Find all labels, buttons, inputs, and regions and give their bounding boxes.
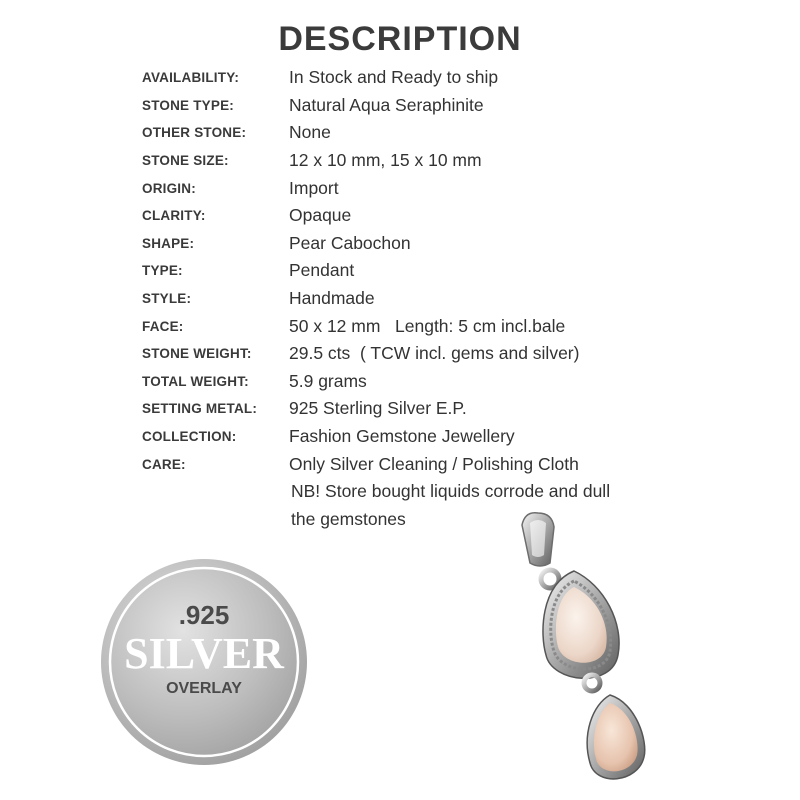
spec-row	[142, 368, 782, 396]
care-note-line: the gemstones	[291, 509, 406, 529]
spec-label: STONE TYPE:	[142, 97, 234, 113]
pendant-image	[500, 505, 690, 795]
spec-value: In Stock and Ready to ship	[289, 67, 499, 88]
spec-label: STONE WEIGHT:	[142, 346, 252, 362]
badge-bottom-text: OVERLAY	[166, 680, 242, 697]
spec-value: 29.5 cts ( TCW incl. gems and silver)	[289, 343, 580, 364]
spec-value: Natural Aqua Seraphinite	[289, 94, 484, 115]
spec-row	[142, 395, 782, 423]
spec-value: Handmade	[289, 288, 375, 309]
badge-top-text: .925	[178, 600, 230, 630]
spec-label: CLARITY:	[142, 208, 206, 224]
spec-row	[142, 147, 782, 175]
spec-row	[142, 285, 782, 313]
spec-row	[142, 64, 782, 92]
spec-label: STYLE:	[142, 291, 192, 307]
spec-value: Fashion Gemstone Jewellery	[289, 426, 515, 447]
spec-value: 5.9 grams	[289, 370, 367, 391]
silver-overlay-badge	[100, 558, 308, 766]
spec-row	[142, 423, 782, 451]
spec-label: OTHER STONE:	[142, 125, 247, 141]
spec-label: ORIGIN:	[142, 180, 196, 196]
spec-label: SHAPE:	[142, 235, 195, 251]
spec-label: AVAILABILITY:	[142, 70, 240, 86]
pendant-bale-highlight	[530, 520, 546, 557]
spec-value: 50 x 12 mm Length: 5 cm incl.bale	[289, 315, 566, 336]
spec-label: TYPE:	[142, 263, 183, 279]
spec-value: Opaque	[289, 205, 352, 226]
spec-value: 925 Sterling Silver E.P.	[289, 398, 467, 419]
spec-label: SETTING METAL:	[142, 401, 258, 417]
spec-label: CARE:	[142, 456, 186, 472]
spec-row	[142, 257, 782, 285]
spec-value: 12 x 10 mm, 15 x 10 mm	[289, 150, 482, 171]
spec-row	[142, 312, 782, 340]
spec-label: STONE SIZE:	[142, 153, 229, 169]
spec-row	[142, 450, 782, 478]
spec-value: Pear Cabochon	[289, 232, 411, 253]
spec-row	[142, 174, 782, 202]
spec-list	[142, 64, 782, 478]
spec-label: TOTAL WEIGHT:	[142, 373, 249, 389]
badge-middle-text: SILVER	[124, 629, 284, 678]
spec-row	[142, 119, 782, 147]
spec-row	[142, 340, 782, 368]
spec-value: None	[289, 122, 331, 143]
spec-row	[142, 202, 782, 230]
spec-row	[142, 92, 782, 120]
care-note-line: NB! Store bought liquids corrode and dull	[291, 481, 611, 501]
spec-row	[142, 230, 782, 258]
spec-label: COLLECTION:	[142, 429, 237, 445]
spec-value: Only Silver Cleaning / Polishing Cloth	[289, 453, 579, 474]
spec-value: Import	[289, 177, 339, 198]
spec-label: FACE:	[142, 318, 184, 334]
page-title: DESCRIPTION	[278, 20, 522, 58]
spec-value: Pendant	[289, 260, 355, 281]
pendant-connector-ring	[584, 675, 600, 691]
